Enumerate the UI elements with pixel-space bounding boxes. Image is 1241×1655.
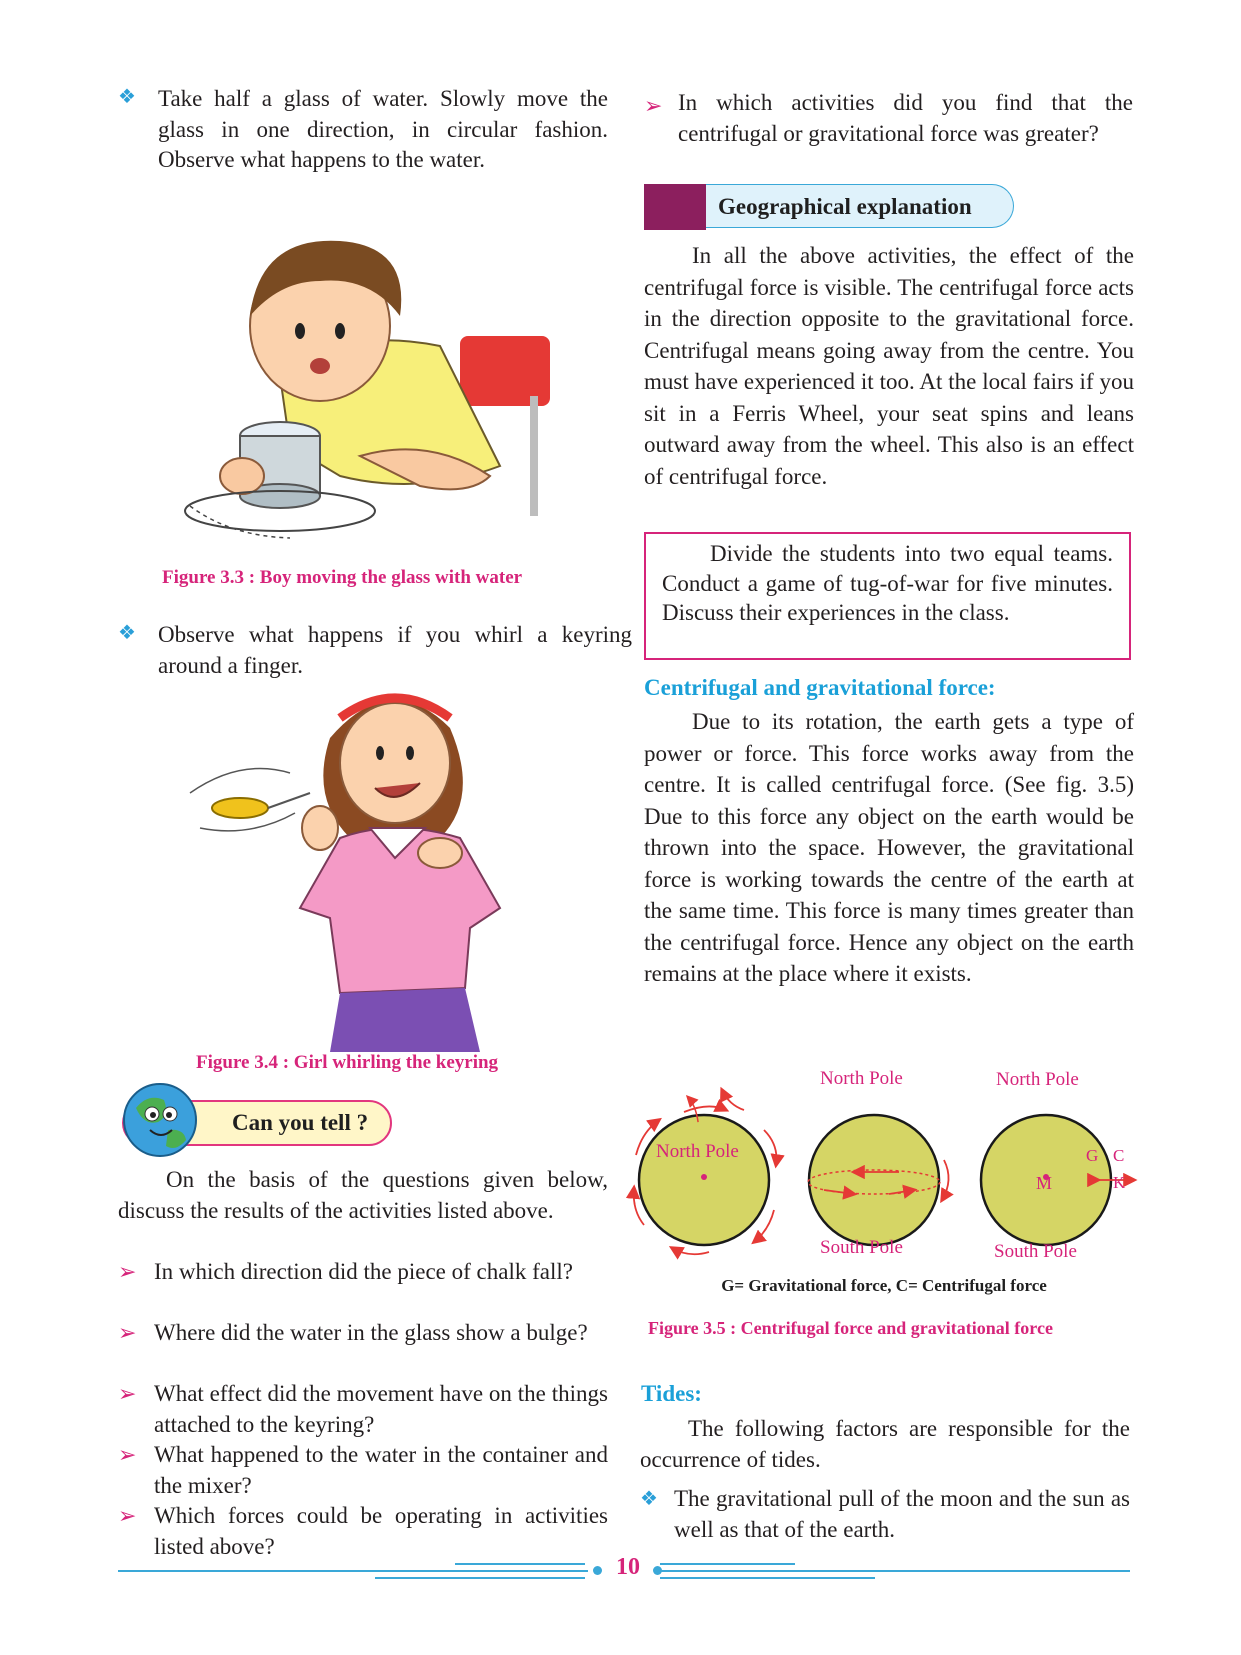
globe-2-south-pole-label: South Pole (820, 1237, 903, 1258)
globe-2-rotation (808, 1115, 949, 1245)
activity-keyring-text: Observe what happens if you whirl a keyring around a finger. (158, 622, 632, 678)
figure-3-5-caption: Figure 3.5 : Centrifugal force and gravitational force (648, 1318, 1053, 1338)
gravitational-force-label: G (1086, 1146, 1099, 1165)
arrow-bullet-icon: ➢ (644, 93, 663, 118)
footer-rule-right-accent (660, 1563, 795, 1565)
girl-with-keyring-illustration (180, 678, 560, 1052)
boy-with-glass-illustration (170, 226, 570, 566)
activity-box-text: Divide the students into two equal teams. Conduct a game of tug-of-war for five minutes. Discuss their experiences in the class. (662, 541, 1113, 625)
tides-heading: Tides: (641, 1381, 702, 1406)
footer-dot (653, 1566, 662, 1575)
arrow-bullet-icon: ➢ (118, 1503, 137, 1528)
centre-m-label: M (1036, 1173, 1053, 1193)
question-item: Which forces could be operating in activities listed above? (154, 1503, 608, 1559)
tides-intro-text: The following factors are responsible for the occurrence of tides. (640, 1416, 1130, 1472)
question-item: What happened to the water in the container and the mixer? (154, 1442, 608, 1498)
globe-3-south-pole-label: South Pole (994, 1241, 1077, 1262)
footer-rule-left-accent (375, 1577, 585, 1579)
globe-1-north-pole-label: North Pole (656, 1141, 739, 1162)
question-item: What effect did the movement have on the things attached to the keyring? (154, 1381, 608, 1437)
footer-dot (593, 1566, 602, 1575)
centrifugal-force-label: C (1113, 1146, 1125, 1165)
arrow-bullet-icon: ➢ (118, 1442, 137, 1467)
activity-glass-text: Take half a glass of water. Slowly move the glass in one direction, in circular fashion. Observe what happens to the water. (158, 86, 608, 172)
figure-3-5-legend: G= Gravitational force, C= Centrifugal force (721, 1276, 1047, 1295)
arrow-bullet-icon: ➢ (118, 1320, 137, 1345)
figure-3-4-caption: Figure 3.4 : Girl whirling the keyring (196, 1052, 499, 1073)
globe-1-centrifugal (634, 1090, 777, 1254)
globe-mascot-icon (118, 1078, 204, 1164)
discussion-intro-text: On the basis of the questions given below, discuss the results of the activities listed above. (118, 1167, 608, 1223)
globe-2-north-pole-label: North Pole (820, 1068, 903, 1089)
footer-rule-left (118, 1570, 588, 1572)
footer-rule-right-accent (660, 1577, 875, 1579)
centrifugal-gravitational-text: Due to its rotation, the earth gets a type of power or force. This force works away from the centre. It is called centrifugal force. (See fig. 3.5) Due to this force any object on the earth would be thrown into the space. However, the gravitational force is working towards the centre of the earth at the same time. This force is many times greater than the centrifugal force. Hence any object on the earth remains at the place where it exists. (644, 709, 1134, 986)
heading-accent-bar (644, 184, 706, 230)
arrow-bullet-icon: ➢ (118, 1381, 137, 1406)
arrow-bullet-icon: ➢ (118, 1259, 137, 1284)
centrifugal-gravitational-heading: Centrifugal and gravitational force: (644, 675, 996, 700)
figure-3-3-caption: Figure 3.3 : Boy moving the glass with water (162, 567, 523, 588)
geographical-explanation-title: Geographical explanation (706, 184, 1014, 228)
page-number: 10 (616, 1554, 640, 1580)
globe-3-forces (981, 1115, 1134, 1245)
question-item: In which direction did the piece of chalk fall? (154, 1259, 573, 1284)
footer-rule-right (660, 1570, 1130, 1572)
tug-of-war-activity-box (644, 532, 1131, 660)
can-you-tell-label: Can you tell ? (232, 1110, 369, 1135)
diamond-bullet-icon: ❖ (640, 1488, 658, 1510)
geographical-explanation-text: In all the above activities, the effect of the centrifugal force is visible. The centrifugal force acts in the direction opposite to the gravitational force. Centrifugal means going away from the centre. You must have experienced it too. At the local fairs if you sit in a Ferris Wheel, your seat spins and leans outward away from the wheel. This also is an effect of centrifugal force. (644, 243, 1134, 489)
footer-rule-left-accent (455, 1563, 585, 1565)
question-item: Where did the water in the glass show a bulge? (154, 1320, 588, 1345)
globe-3-north-pole-label: North Pole (996, 1069, 1079, 1090)
diamond-bullet-icon: ❖ (118, 622, 136, 644)
tides-factor-text: The gravitational pull of the moon and the sun as well as that of the earth. (674, 1486, 1130, 1542)
question-item: In which activities did you find that the centrifugal or gravitational force was greater? (678, 90, 1133, 146)
k-label: K (1113, 1173, 1126, 1192)
figure-3-5-diagram (614, 1070, 1144, 1300)
diamond-bullet-icon: ❖ (118, 86, 136, 108)
geographical-explanation-header (644, 184, 1016, 230)
